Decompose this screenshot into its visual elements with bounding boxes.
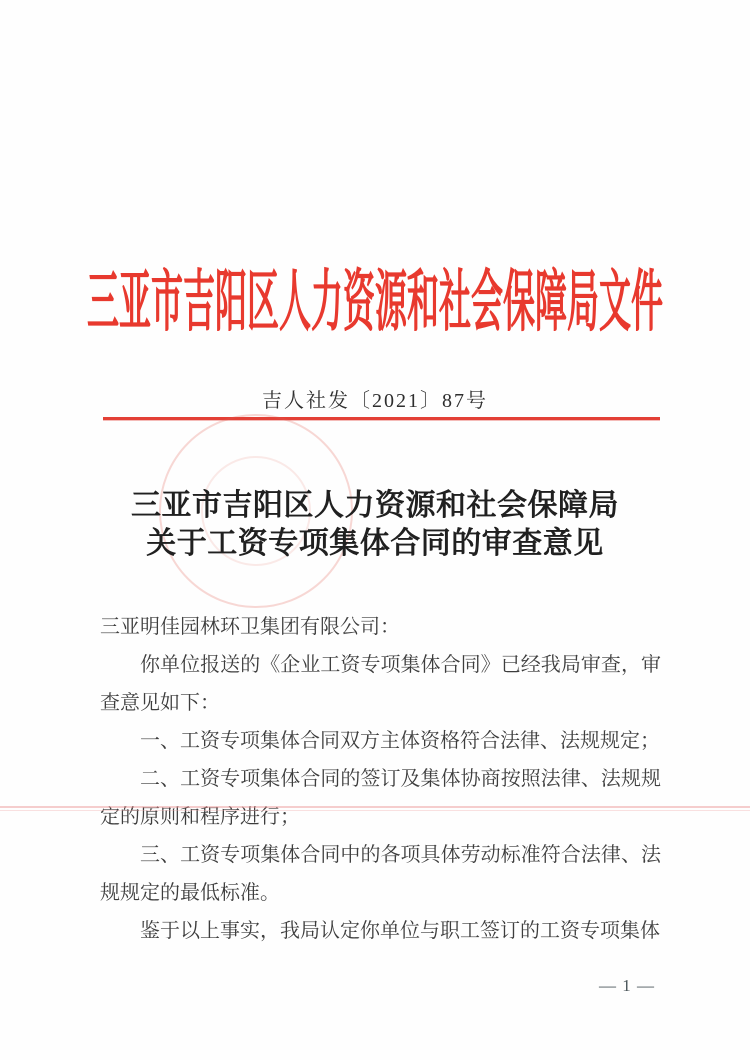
document-title-line2: 关于工资专项集体合同的审查意见 (146, 527, 604, 560)
red-divider-line (103, 417, 660, 420)
page-number: — 1 — (599, 976, 655, 995)
body-paragraph-clause-3: 三、工资专项集体合同中的各项具体劳动标准符合法律、法规规定的最低标准。 (100, 844, 661, 904)
body-paragraph-intro: 你单位报送的《企业工资专项集体合同》已经我局审查，审查意见如下： (100, 654, 661, 714)
document-body (100, 608, 661, 950)
recipient-line: 三亚明佳园林环卫集团有限公司： (100, 616, 400, 638)
scan-artifact-line-secondary (0, 810, 750, 811)
letterhead-title: 三亚市吉阳区人力资源和社会保障局文件 (86, 263, 663, 340)
document-title-line1: 三亚市吉阳区人力资源和社会保障局 (131, 489, 619, 522)
body-paragraph-clause-1: 一、工资专项集体合同双方主体资格符合法律、法规规定； (140, 730, 660, 752)
body-paragraph-conclusion: 鉴于以上事实，我局认定你单位与职工签订的工资专项集体 (140, 920, 660, 942)
document-title (0, 487, 750, 563)
body-paragraph-clause-2: 二、工资专项集体合同的签订及集体协商按照法律、法规规定的原则和程序进行； (100, 768, 661, 828)
scan-artifact-line (0, 806, 750, 808)
document-reference-number: 吉人社发〔2021〕87号 (262, 390, 488, 412)
